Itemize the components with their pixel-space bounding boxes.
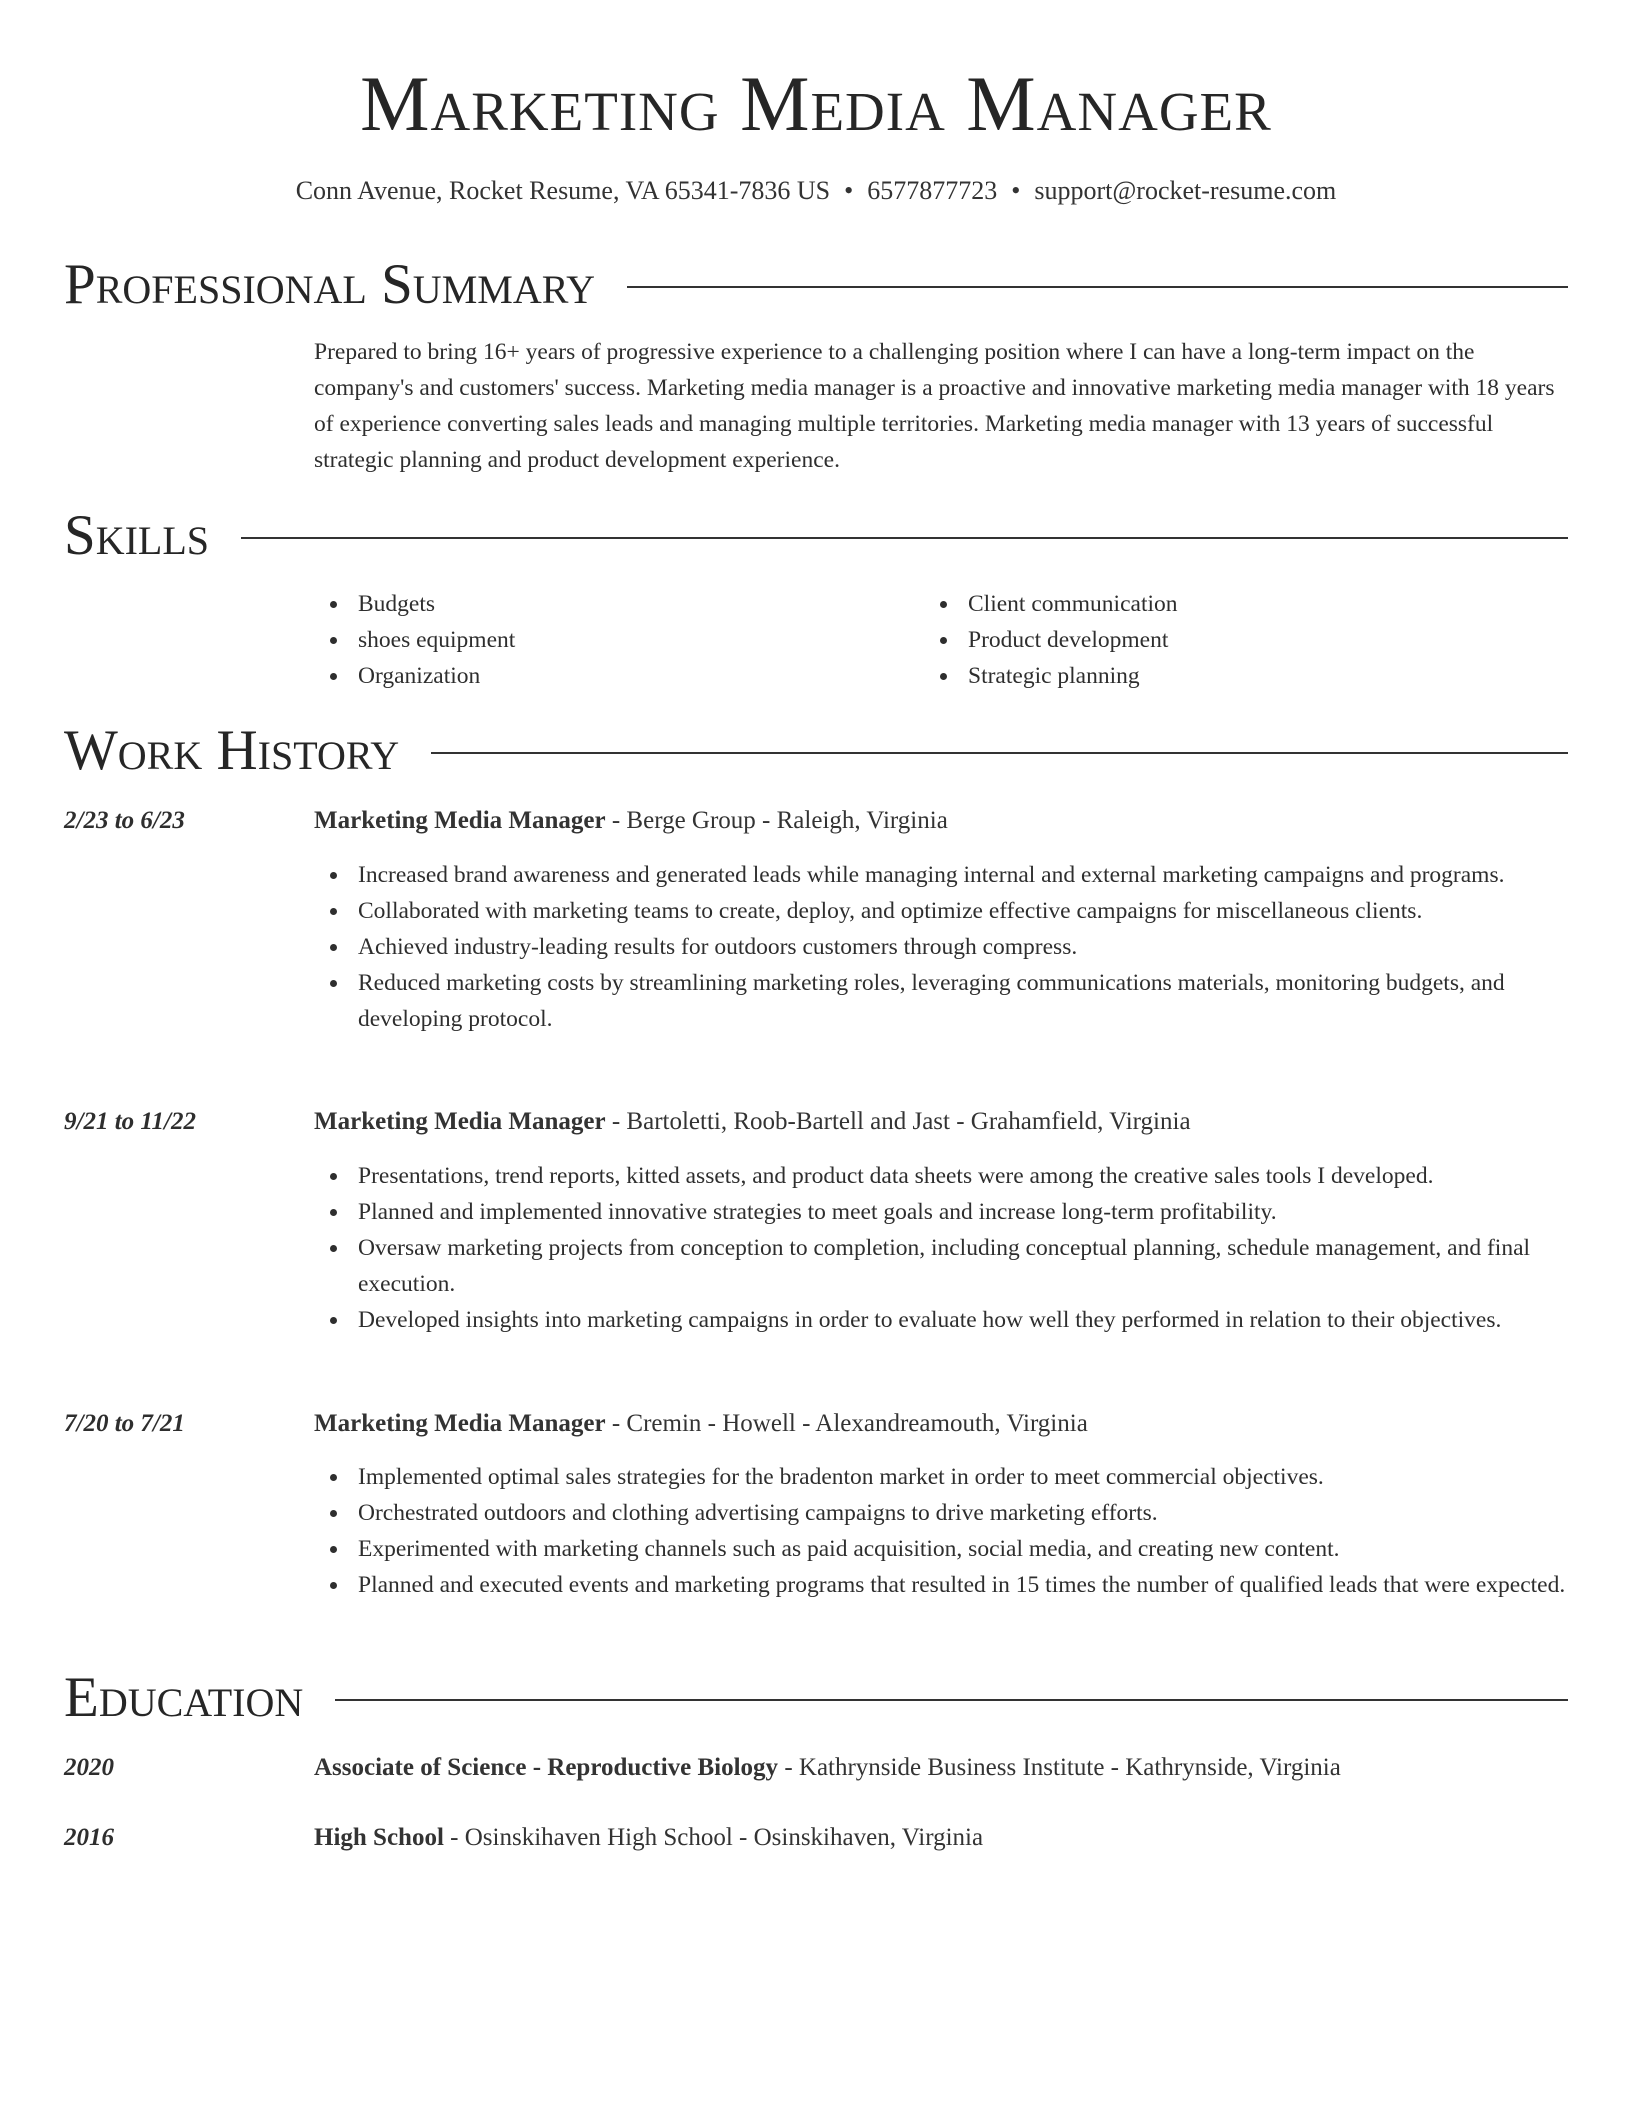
section-title-summary: Professional Summary [64,253,596,316]
education-degree: Associate of Science - Reproductive Biology [314,1754,779,1781]
section-divider [627,286,1568,288]
education-degree: High School [314,1824,444,1851]
section-divider [241,537,1568,539]
job-title: Marketing Media Manager [314,1108,606,1135]
contact-line [64,174,1568,208]
job-title: Marketing Media Manager [314,807,606,834]
skill-item: Product development [924,622,1484,658]
education-details: - Osinskihaven High School - Osinskihaven, Virginia [443,1824,984,1851]
skills-column-left [314,586,874,694]
skill-item: Strategic planning [924,658,1484,694]
section-title-skills: Skills [64,504,210,567]
contact-phone: 6577877723 [867,176,998,205]
section-header-summary [64,252,1568,318]
job-bullet: Experimented with marketing channels such as paid acquisition, social media, and creating new content. [314,1531,1568,1567]
summary-text: Prepared to bring 16+ years of progressive experience to a challenging position where I can have a long-term impact on the company's and customers' success. Marketing media manager is a proactive and innovative marketing media manager with 18 years of experience converting sales leads and managing multiple territories. Marketing media manager with 13 years of successful strategic planning and product development experience. [314,339,1555,473]
job-bullet: Collaborated with marketing teams to create, deploy, and optimize effective campaigns for miscellaneous clients. [314,893,1568,929]
job-bullet: Implemented optimal sales strategies for the bradenton market in order to meet commercial objectives. [314,1459,1568,1495]
job-heading [314,803,1568,839]
job-bullet: Orchestrated outdoors and clothing advertising campaigns to drive marketing efforts. [314,1495,1568,1531]
job-bullet: Presentations, trend reports, kitted assets, and product data sheets were among the creative sales tools I developed. [314,1158,1568,1194]
section-title-education: Education [64,1666,304,1729]
contact-separator: • [1011,176,1021,205]
skill-item: Client communication [924,586,1484,622]
job-bullet: Increased brand awareness and generated leads while managing internal and external marketing campaigns and programs. [314,857,1568,893]
resume-title: Marketing Media Manager [360,60,1272,147]
job-bullets [314,857,1568,1037]
education-year: 2020 [64,1754,114,1781]
job-heading [314,1104,1568,1140]
job-dates: 9/21 to 11/22 [64,1108,196,1135]
contact-address: Conn Avenue, Rocket Resume, VA 65341-7836 US [295,176,831,205]
job-bullet: Planned and implemented innovative strategies to meet goals and increase long-term profitability. [314,1194,1568,1230]
education-year: 2016 [64,1824,114,1851]
job-bullet: Planned and executed events and marketing programs that resulted in 15 times the number of qualified leads that were expected. [314,1567,1568,1603]
contact-separator: • [844,176,854,205]
job-details: - Cremin - Howell - Alexandreamouth, Virginia [605,1410,1088,1437]
job-bullet: Achieved industry-leading results for outdoors customers through compress. [314,929,1568,965]
section-divider [431,752,1568,754]
job-title: Marketing Media Manager [314,1410,606,1437]
job-bullets [314,1158,1568,1338]
job-bullet: Reduced marketing costs by streamlining marketing roles, leveraging communications materials, monitoring budgets, and developing protocol. [314,965,1568,1037]
job-details: - Berge Group - Raleigh, Virginia [605,807,948,834]
education-heading [314,1750,1568,1786]
skill-item: shoes equipment [314,622,874,658]
education-heading [314,1820,1568,1856]
section-header-skills [64,503,1568,569]
skill-item: Organization [314,658,874,694]
job-bullet: Developed insights into marketing campaigns in order to evaluate how well they performed in relation to their objectives. [314,1302,1568,1338]
skills-column-right [924,586,1484,694]
section-divider [335,1699,1568,1701]
education-details: - Kathrynside Business Institute - Kathrynside, Virginia [778,1754,1341,1781]
section-header-education [64,1665,1568,1731]
skill-item: Budgets [314,586,874,622]
job-bullet: Oversaw marketing projects from conception to completion, including conceptual planning, schedule management, and final execution. [314,1230,1568,1302]
job-heading [314,1406,1568,1442]
section-header-work [64,718,1568,784]
job-dates: 2/23 to 6/23 [64,807,185,834]
job-dates: 7/20 to 7/21 [64,1410,185,1437]
job-bullets [314,1459,1568,1603]
section-title-work: Work History [64,719,400,782]
contact-email[interactable]: support@rocket-resume.com [1034,176,1337,205]
job-details: - Bartoletti, Roob-Bartell and Jast - Grahamfield, Virginia [605,1108,1191,1135]
